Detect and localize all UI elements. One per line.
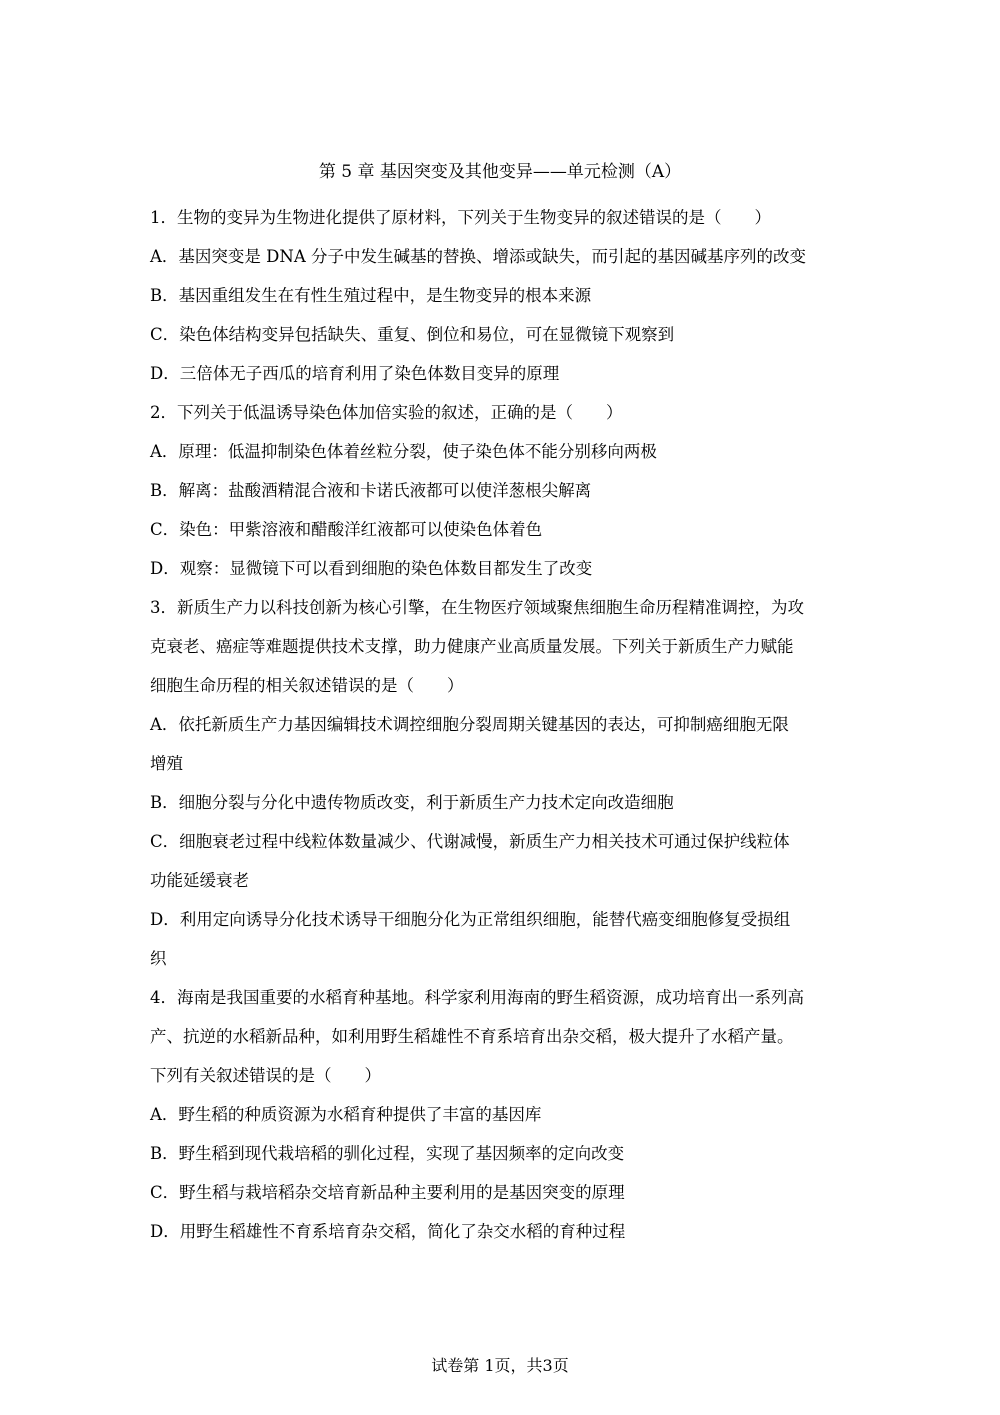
question-2-stem: 2．下列关于低温诱导染色体加倍实验的叙述，正确的是（ ） <box>150 403 623 422</box>
question-1-option-a: A．基因突变是 DNA 分子中发生碱基的替换、增添或缺失，而引起的基因碱基序列的改变 <box>150 247 806 266</box>
question-4-option-a: A．野生稻的种质资源为水稻育种提供了丰富的基因库 <box>150 1105 542 1124</box>
question-2-option-d: D．观察：显微镜下可以看到细胞的染色体数目都发生了改变 <box>150 559 593 578</box>
question-3-option-b: B．细胞分裂与分化中遗传物质改变，利于新质生产力技术定向改造细胞 <box>150 793 674 812</box>
question-2-option-a: A．原理：低温抑制染色体着丝粒分裂，使子染色体不能分别移向两极 <box>150 442 657 461</box>
question-4-stem-line-1: 4．海南是我国重要的水稻育种基地。科学家利用海南的野生稻资源，成功培育出一系列高 <box>150 988 804 1007</box>
question-3-option-d-line-2: 织 <box>150 949 167 968</box>
question-4-stem-line-3: 下列有关叙述错误的是（ ） <box>150 1066 381 1085</box>
question-1-option-c: C．染色体结构变异包括缺失、重复、倒位和易位，可在显微镜下观察到 <box>150 325 675 344</box>
question-content <box>150 198 860 1251</box>
question-3-option-a-line-1: A．依托新质生产力基因编辑技术调控细胞分裂周期关键基因的表达，可抑制癌细胞无限 <box>150 715 789 734</box>
question-3-option-a-line-2: 增殖 <box>150 754 183 773</box>
question-1-stem: 1．生物的变异为生物进化提供了原材料，下列关于生物变异的叙述错误的是（ ） <box>150 208 771 227</box>
question-2-option-c: C．染色：甲紫溶液和醋酸洋红液都可以使染色体着色 <box>150 520 543 539</box>
question-4-stem-line-2: 产、抗逆的水稻新品种，如利用野生稻雄性不育系培育出杂交稻，极大提升了水稻产量。 <box>150 1027 794 1046</box>
question-3-stem-line-3: 细胞生命历程的相关叙述错误的是（ ） <box>150 676 464 695</box>
question-1-option-d: D．三倍体无子西瓜的培育利用了染色体数目变异的原理 <box>150 364 560 383</box>
page-title: 第 5 章 基因突变及其他变异——单元检测（A） <box>318 162 682 182</box>
question-3-stem-line-2: 克衰老、癌症等难题提供技术支撑，助力健康产业高质量发展。下列关于新质生产力赋能 <box>150 637 794 656</box>
question-4-option-d: D．用野生稻雄性不育系培育杂交稻，简化了杂交水稻的育种过程 <box>150 1222 626 1241</box>
question-3-option-c-line-1: C．细胞衰老过程中线粒体数量减少、代谢减慢，新质生产力相关技术可通过保护线粒体 <box>150 832 790 851</box>
question-1-option-b: B．基因重组发生在有性生殖过程中，是生物变异的根本来源 <box>150 286 592 305</box>
page-footer: 试卷第 1页，共3页 <box>431 1356 569 1375</box>
question-3-option-c-line-2: 功能延缓衰老 <box>150 871 249 890</box>
question-3-stem-line-1: 3．新质生产力以科技创新为核心引擎，在生物医疗领域聚焦细胞生命历程精准调控，为攻 <box>150 598 804 617</box>
question-4-option-b: B．野生稻到现代栽培稻的驯化过程，实现了基因频率的定向改变 <box>150 1144 625 1163</box>
question-3-option-d-line-1: D．利用定向诱导分化技术诱导干细胞分化为正常组织细胞，能替代癌变细胞修复受损组 <box>150 910 791 929</box>
question-2-option-b: B．解离：盐酸酒精混合液和卡诺氏液都可以使洋葱根尖解离 <box>150 481 592 500</box>
question-4-option-c: C．野生稻与栽培稻杂交培育新品种主要利用的是基因突变的原理 <box>150 1183 625 1202</box>
